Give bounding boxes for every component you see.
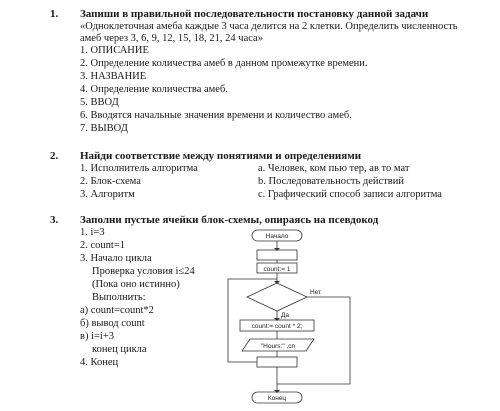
task-2-definition: b. Последовательность действий <box>258 176 404 187</box>
task-1-item: 3. НАЗВАНИЕ <box>80 71 147 82</box>
pseudocode-line: (Пока оно истинно) <box>92 279 180 290</box>
flowchart-start-label: Начало <box>265 233 289 240</box>
flowchart-end-label: Конец <box>267 395 287 402</box>
task-1-item: 5. ВВОД <box>80 97 119 108</box>
task-1-number: 1. <box>50 8 59 20</box>
task-1-problem-line: амеб через 3, 6, 9, 12, 15, 18, 21, 24 часа» <box>80 33 263 44</box>
pseudocode-line: б) вывод count <box>80 318 145 329</box>
pseudocode-line: 4. Конец <box>80 357 119 368</box>
flowchart-empty-block <box>257 357 297 367</box>
pseudocode-line: Проверка условия i≤24 <box>92 266 195 277</box>
task-1-item: 6. Вводятся начальные значения времени и количество амеб. <box>80 110 352 121</box>
pseudocode-line: 2. count=1 <box>80 240 125 251</box>
task-2-concept: 1. Исполнитель алгоритма <box>80 163 198 174</box>
task-2-concept: 3. Алгоритм <box>80 189 135 200</box>
task-2-number: 2. <box>50 150 59 162</box>
task-2-definition: a. Человек, ком пью тер, ав то мат <box>258 163 410 174</box>
pseudocode-line: конец цикла <box>92 344 147 355</box>
flowchart-decision <box>247 283 307 311</box>
pseudocode-line: а) count=count*2 <box>80 305 154 316</box>
task-3-title: Заполни пустые ячейки блок-схемы, опираясь на псевдокод <box>80 214 379 226</box>
task-1-title: Запиши в правильной последовательности постановку данной задачи <box>80 8 429 20</box>
pseudocode-line: 1. i=3 <box>80 227 105 238</box>
task-2-definition: c. Графический способ записи алгоритма <box>258 189 442 200</box>
task-2-title: Найди соответствие между понятиями и определениями <box>80 150 362 162</box>
flowchart-count-mult-label: count:= count * 2; <box>251 323 303 330</box>
flowchart-output-label: "Hours:" ,cn <box>260 343 296 350</box>
task-1-problem-line: «Одноклеточная амеба каждые 3 часа делится на 2 клетки. Определить численность <box>80 21 458 32</box>
task-2-concept: 2. Блок-схема <box>80 176 141 187</box>
pseudocode-line: Выполнить: <box>92 292 146 303</box>
task-3-number: 3. <box>50 214 59 226</box>
flowchart-empty-block <box>257 250 297 260</box>
task-1-item: 1. ОПИСАНИЕ <box>80 45 149 56</box>
flowchart-yes-label: Да <box>281 312 290 319</box>
task-1-item: 4. Определение количества амеб. <box>80 84 228 95</box>
task-1-item: 7. ВЫВОД <box>80 123 128 134</box>
pseudocode-line: в) i=i+3 <box>80 331 115 342</box>
task-1-item: 2. Определение количества амеб в данном промежутке времени. <box>80 58 368 69</box>
pseudocode-line: 3. Начало цикла <box>80 253 152 264</box>
flowchart-no-label: Нет <box>310 289 322 296</box>
flowchart-count-init-label: count:= 1 <box>263 266 291 273</box>
